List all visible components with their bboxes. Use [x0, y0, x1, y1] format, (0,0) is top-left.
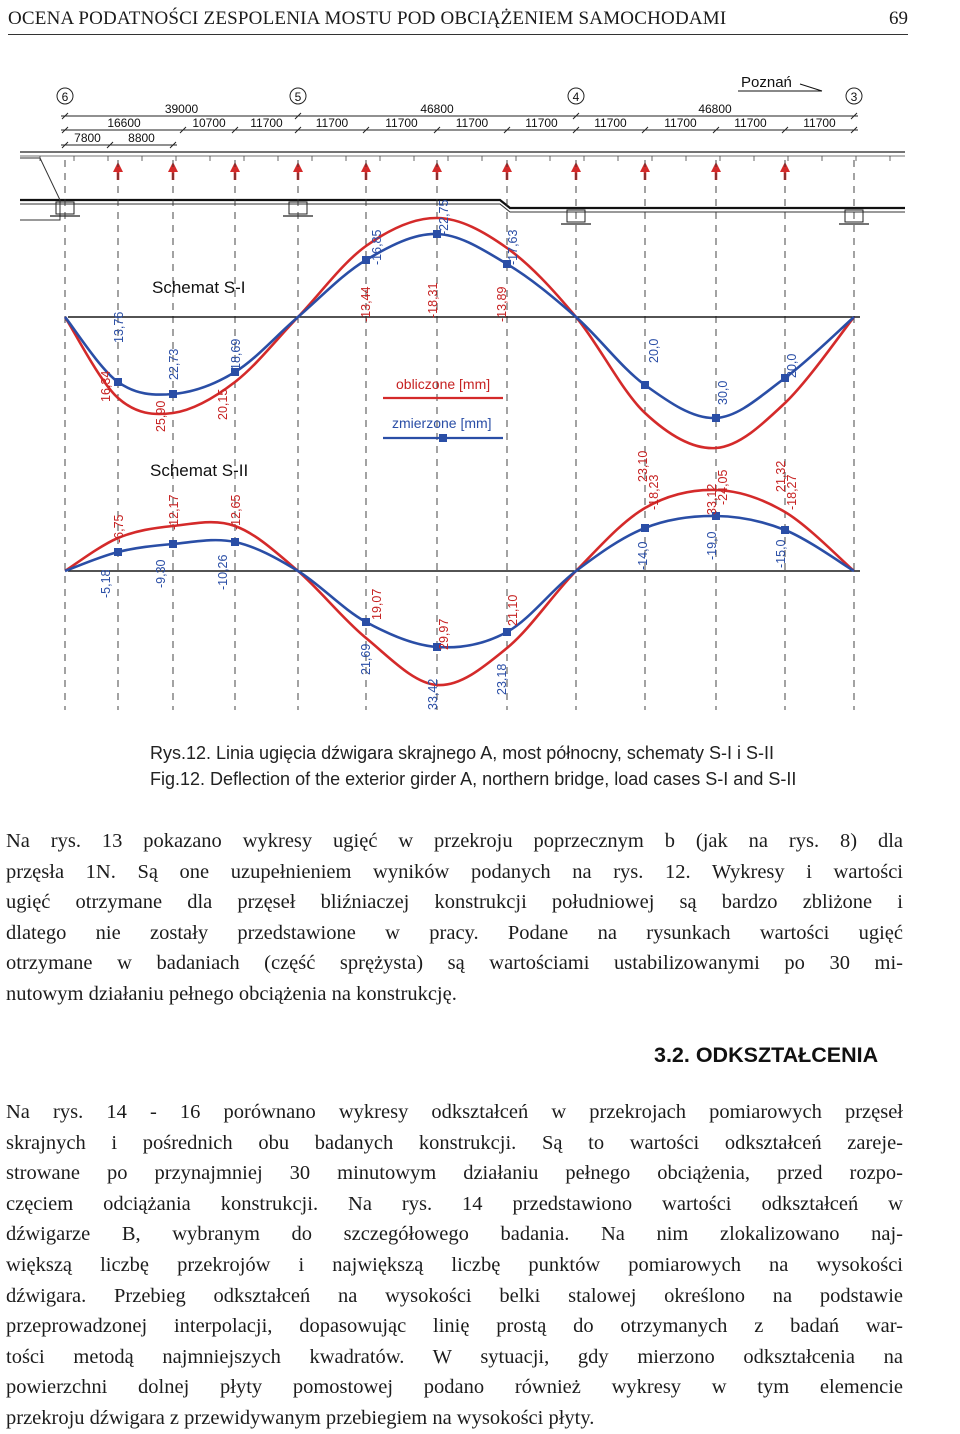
- paragraph-line: strowane po przynajmniej 30 minutowym działaniu pełnego obciążenia, przed rozpo-: [6, 1162, 903, 1185]
- scheme-s2-label: Schemat S-II: [150, 461, 249, 480]
- paragraph-line: dźwigara. Przebieg odkształceń na wysokości belki stalowej określono na podstawie: [6, 1284, 903, 1307]
- value-label-calculated: -18,27: [785, 474, 799, 510]
- group-dimension-value: 46800: [420, 102, 454, 116]
- direction-indicator: [738, 74, 822, 91]
- value-label-calculated: -18,31: [426, 282, 440, 318]
- paragraph-line: przeprowadzonej interpolacji, dopasowując linię prostą do otrzymanych z badań war-: [6, 1315, 903, 1338]
- value-label-calculated: 16,34: [99, 370, 113, 402]
- value-label-measured: -9,30: [154, 559, 168, 588]
- sub-dimension-value: 7800: [74, 131, 101, 145]
- value-label-measured: -22,75: [437, 199, 451, 235]
- measured-marker-s1: [362, 256, 370, 264]
- span-dimension-value: 11700: [525, 116, 558, 130]
- value-label-calculated: 29,97: [437, 618, 451, 650]
- value-label-calculated: 25,90: [154, 400, 168, 432]
- value-label-measured: 33,42: [426, 678, 440, 710]
- paragraph-line: nutowym działaniu pełnego obciążenia na konstrukcję.: [6, 982, 457, 1005]
- value-label-measured: 22,73: [167, 348, 181, 380]
- measured-marker-s2: [169, 540, 177, 548]
- measured-marker-s1: [169, 390, 177, 398]
- value-label-calculated: -18,23: [647, 474, 661, 510]
- measured-marker-s1: [641, 381, 649, 389]
- measured-curve-s2: [65, 516, 854, 647]
- value-label-calculated: 33,12: [705, 483, 719, 515]
- paragraph-line: większą liczbę przekrojów i największą liczbę punktów pomiarowych na wysokości: [6, 1253, 903, 1276]
- value-label-calculated: 23,10: [636, 450, 650, 482]
- span-dimension-value: 16600: [107, 116, 141, 130]
- direction-label: Poznań: [741, 74, 792, 91]
- span-dimension-value: 11700: [315, 116, 349, 130]
- value-label-measured: -14,0: [636, 541, 650, 570]
- value-label-measured: -17,63: [506, 229, 520, 265]
- measured-marker-s2: [231, 538, 239, 546]
- value-label-calculated: -13,89: [495, 286, 509, 322]
- measured-marker-s2: [781, 526, 789, 534]
- legend-measured-label: zmierzone [mm]: [392, 415, 492, 431]
- scheme-s1-label: Schemat S-I: [152, 278, 246, 297]
- abutment: [20, 158, 60, 220]
- value-label-measured: 21,69: [359, 643, 373, 675]
- value-label-calculated: 21,32: [774, 460, 788, 492]
- value-label-calculated: 20,15: [216, 388, 230, 420]
- value-label-calculated: -13,44: [359, 286, 373, 322]
- value-label-calculated: 21,10: [506, 594, 520, 626]
- header-title: OCENA PODATNOŚCI ZESPOLENIA MOSTU POD OBCIĄŻENIEM SAMOCHODAMI: [8, 8, 727, 29]
- deflection-values: [99, 200, 799, 710]
- value-label-measured: -16,85: [370, 229, 384, 265]
- value-label-measured: 23,18: [495, 663, 509, 695]
- measured-marker-s2: [114, 548, 122, 556]
- value-label-calculated: -24,05: [716, 469, 730, 505]
- value-label-calculated: -12,17: [167, 494, 181, 530]
- span-dimension-value: 11700: [455, 116, 489, 130]
- paragraph-line: przęsła 1N. Są one uzupełnieniem wyników podanych na rys. 12. Wykresy i wartości: [6, 860, 903, 883]
- dimension-lines: [57, 88, 862, 148]
- support-axis-label: 6: [61, 90, 69, 104]
- paragraph-line: otrzymane w badaniach (część sprężysta) są wartościami ustabilizowanymi po 30 mi-: [6, 952, 903, 975]
- paragraph-line: ugięć otrzymane dla przęseł bliźniaczej konstrukcji południowej są bardzo zbliżone i: [6, 891, 903, 914]
- page-number: 69: [889, 8, 908, 29]
- deflection-figure: [0, 60, 920, 710]
- group-dimension-value: 39000: [164, 102, 199, 116]
- paragraph-strains: [6, 1097, 903, 1434]
- paragraph-line: dźwigarze B, wybranym do szczegółowego badania. Na nim zlokalizowano naj-: [6, 1223, 903, 1246]
- paragraph-line: skrajnych i pośrednich obu badanych konstrukcji. Są to wartości odkształceń zareje-: [6, 1131, 903, 1154]
- value-label-measured: 13,76: [112, 311, 126, 343]
- span-dimension-value: 11700: [594, 116, 627, 130]
- measured-marker-s2: [362, 618, 370, 626]
- paragraph-line: Na rys. 14 - 16 porównano wykresy odkształceń w przekrojach pomiarowych przęseł: [6, 1101, 903, 1123]
- value-label-measured: 18,69: [229, 338, 243, 370]
- paragraph-line: przekroju dźwigara z przewidywanym przebiegiem na wysokości płyty.: [6, 1406, 595, 1429]
- section-heading: 3.2. ODKSZTAŁCENIA: [654, 1043, 879, 1067]
- paragraph-line: tości metodą najmniejszych kwadratów. W sytuacji, gdy mierzono odkształcenia na: [6, 1345, 903, 1368]
- value-label-measured: -5,18: [99, 569, 113, 598]
- running-header: [8, 4, 908, 35]
- paragraph-line: powierzchni dolnej płyty pomostowej podano również wykresy w tym elemencie: [6, 1376, 903, 1399]
- span-dimension-value: 11700: [250, 116, 283, 130]
- figure-caption-english: Fig.12. Deflection of the exterior girder A, northern bridge, load cases S-I and S-II: [150, 769, 797, 789]
- group-dimension-value: 46800: [698, 102, 732, 116]
- paragraph-deflections: [6, 826, 903, 1010]
- paragraph-line: Na rys. 13 pokazano wykresy ugięć w przekroju poprzecznym b (jak na rys. 8) dla: [6, 830, 903, 852]
- paragraph-line: dlatego nie zostały przedstawione w pracy. Podane na rysunkach wartości ugięć: [6, 921, 903, 944]
- figure-caption-polish: Rys.12. Linia ugięcia dźwigara skrajnego A, most północny, schematy S-I i S-II: [150, 743, 774, 763]
- value-label-calculated: 19,07: [370, 588, 384, 620]
- value-label-calculated: -6,75: [112, 514, 126, 543]
- section-gridlines: [65, 160, 854, 710]
- value-label-measured: 20,0: [647, 338, 661, 363]
- span-dimension-value: 11700: [734, 116, 767, 130]
- legend-calculated-label: obliczone [mm]: [396, 376, 491, 392]
- measured-marker-s1: [712, 414, 720, 422]
- paragraph-line: częciem odciążania konstrukcji. Na rys. 14 przedstawiono wartości odkształceń w: [6, 1192, 903, 1215]
- sub-dimension-value: 8800: [128, 131, 155, 145]
- measured-marker-s2: [503, 628, 511, 636]
- value-label-measured: -10,26: [216, 554, 230, 590]
- value-label-measured: 20,0: [785, 353, 799, 378]
- value-label-measured: -19,0: [705, 531, 719, 560]
- span-dimension-value: 11700: [803, 116, 836, 130]
- span-dimension-value: 11700: [385, 116, 418, 130]
- value-label-measured: 30,0: [716, 380, 730, 405]
- legend: [383, 376, 503, 442]
- direction-arrow-tip: [800, 84, 822, 91]
- legend-measured-marker: [439, 434, 447, 442]
- value-label-calculated: -12,65: [229, 494, 243, 530]
- support-axis-label: 5: [294, 90, 302, 104]
- bridge-elevation: [20, 152, 905, 224]
- support-axis-label: 4: [572, 90, 580, 104]
- value-label-measured: -15,0: [774, 539, 788, 568]
- measured-marker-s1: [114, 378, 122, 386]
- span-dimension-value: 11700: [664, 116, 697, 130]
- span-dimension-value: 10700: [192, 116, 226, 130]
- measured-marker-s2: [641, 524, 649, 532]
- calculated-curve-s2: [65, 490, 854, 685]
- support-axis-label: 3: [850, 90, 858, 104]
